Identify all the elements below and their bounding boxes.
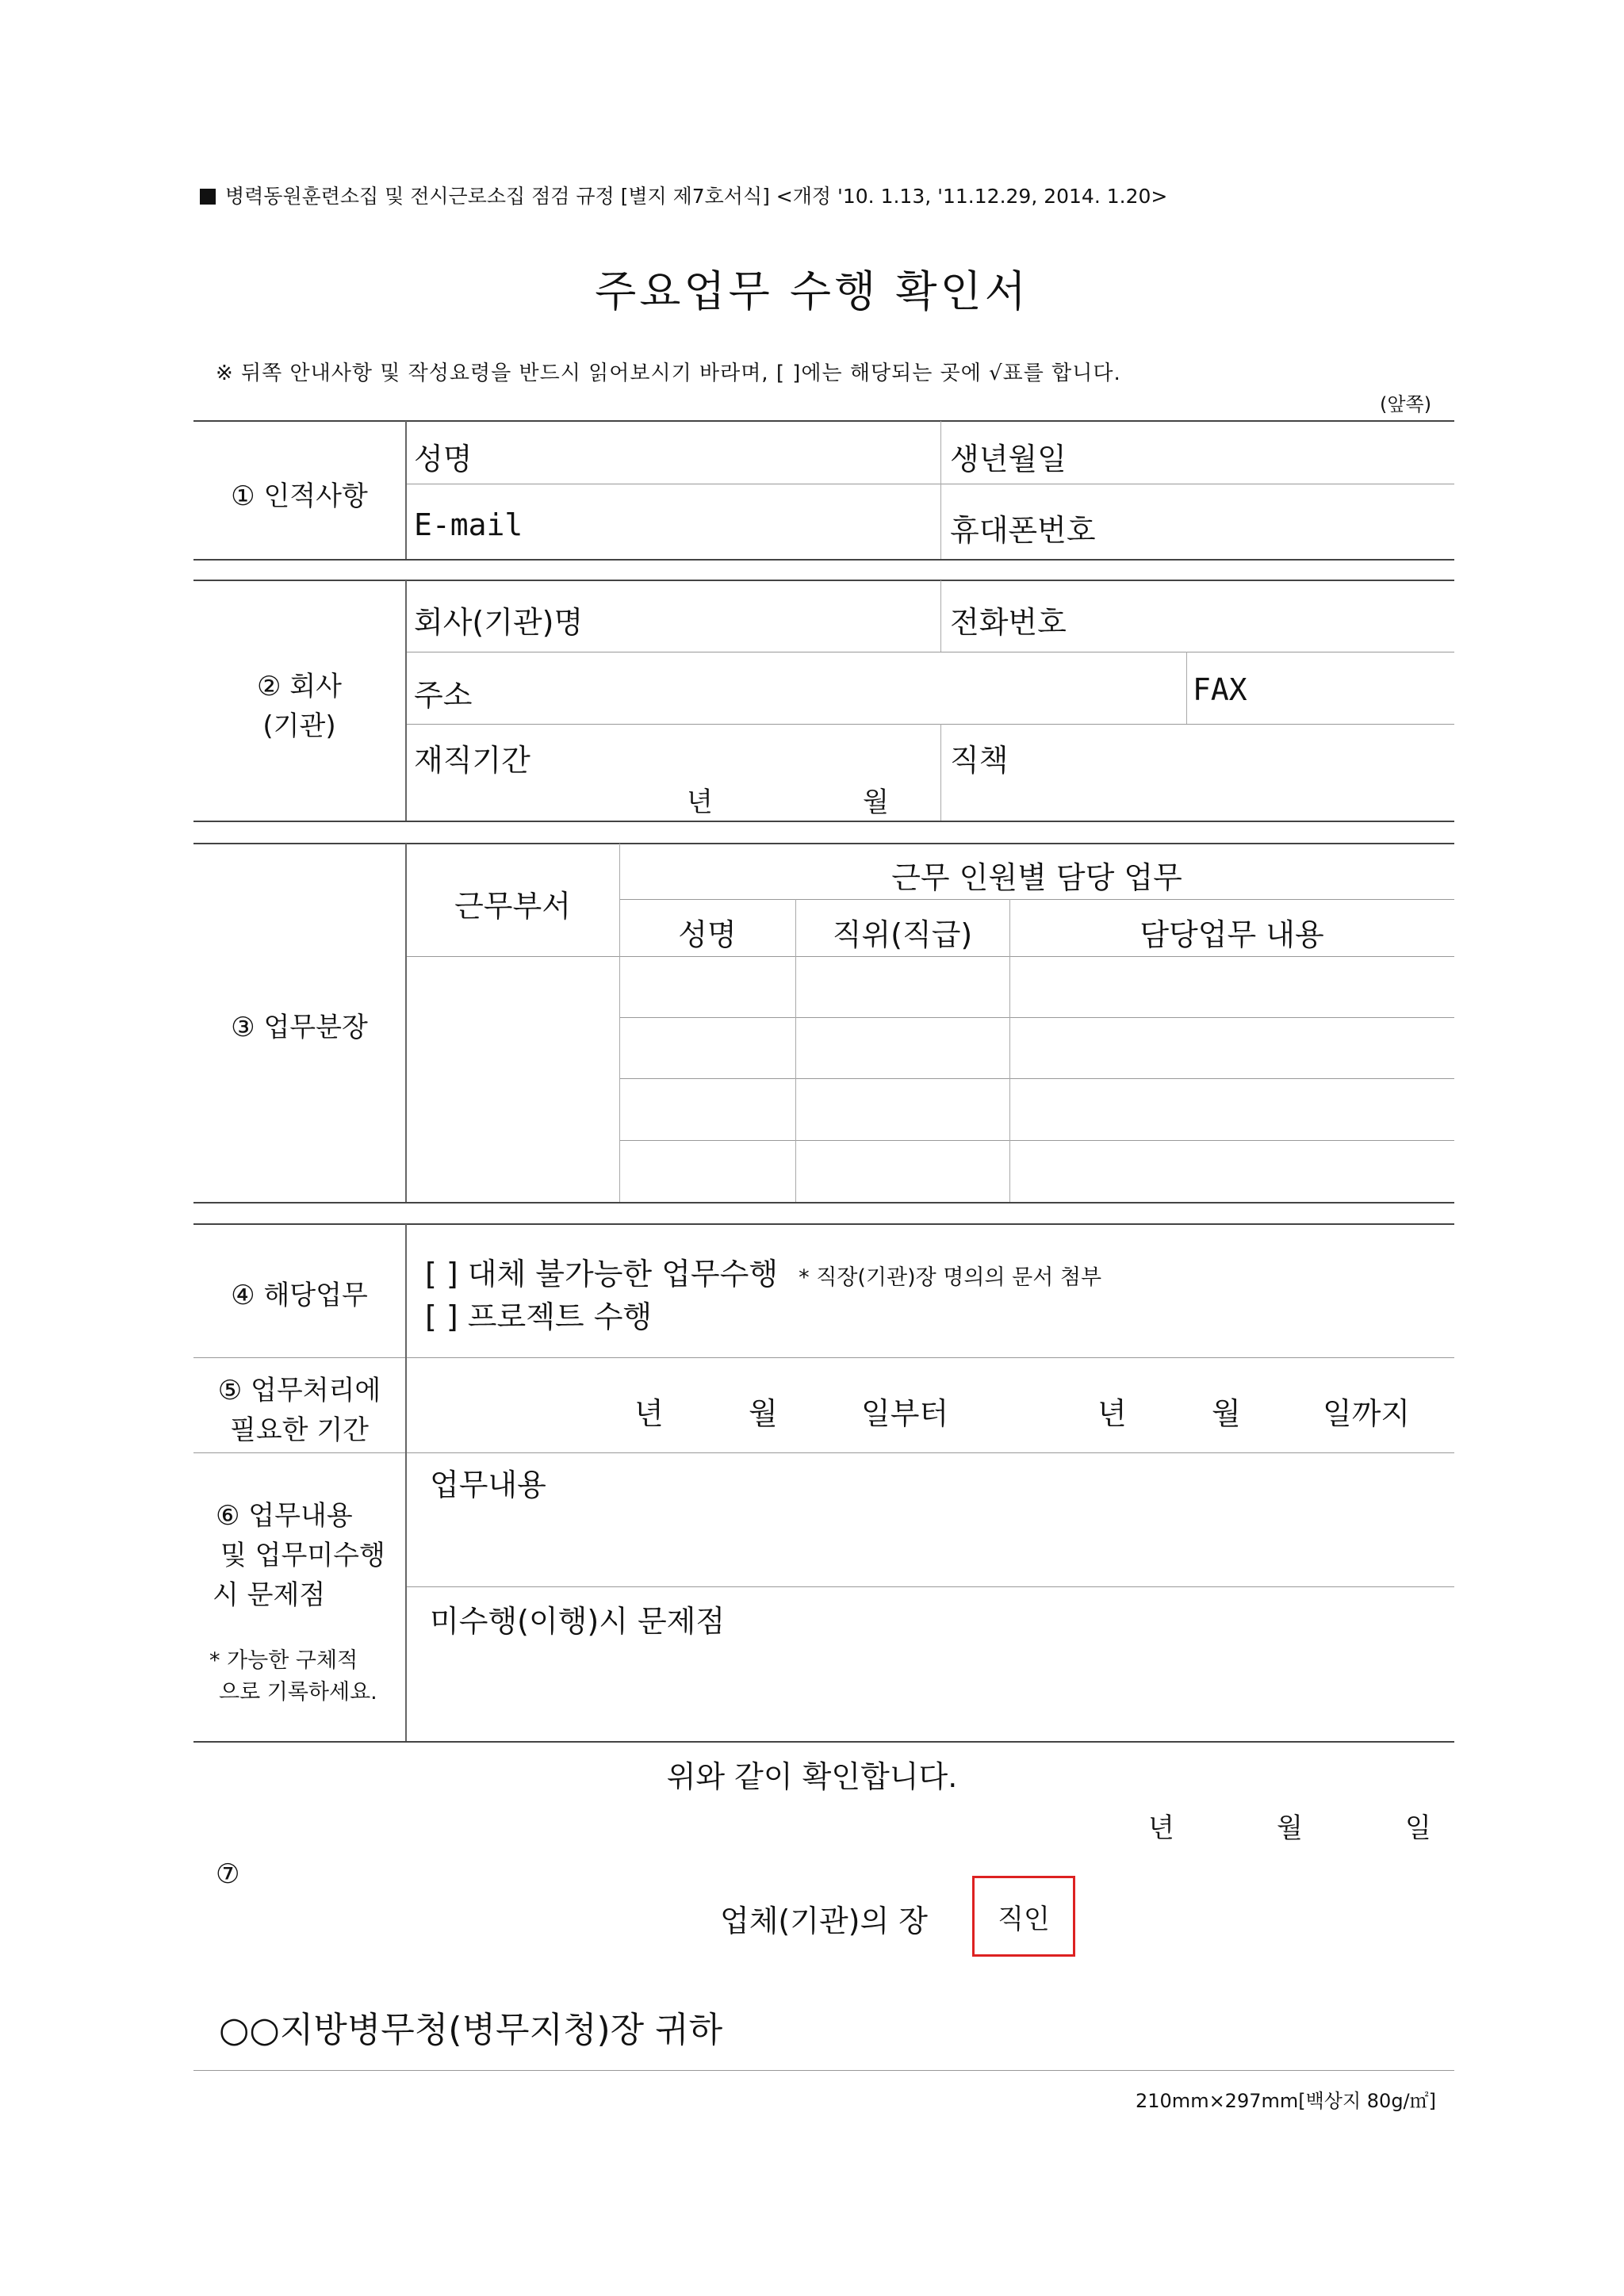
job-title-field[interactable]: 직책 — [950, 743, 1009, 778]
period-end-month[interactable]: 월 — [1212, 1396, 1241, 1431]
section6-hint-line2: 으로 기록하세요. — [219, 1680, 377, 1705]
col-header-rank: 직위(직급) — [832, 917, 973, 952]
section5-label-divider — [405, 1357, 407, 1452]
section2-top-border — [193, 580, 1454, 581]
page-side-label: (앞쪽) — [1380, 393, 1432, 415]
duty-group-header: 근무 인원별 담당 업무 — [891, 860, 1182, 895]
paper-spec: 210mm×297mm[백상지 80g/㎡] — [1136, 2090, 1437, 2112]
addressee: ○○지방병무청(병무지청)장 귀하 — [219, 2010, 723, 2050]
section2-label-line1: ② 회사 — [257, 671, 342, 702]
option-irreplaceable-label: [ ] 대체 불가능한 업무수행 — [425, 1257, 779, 1292]
col-header-duty: 담당업무 내용 — [1139, 917, 1324, 952]
non-performance-problem-field[interactable]: 미수행(이행)시 문제점 — [430, 1604, 726, 1639]
form-reference — [200, 181, 1167, 209]
section6-label-line1: ⑥ 업무내용 — [216, 1500, 353, 1532]
instruction-notice: ※ 뒤쪽 안내사항 및 작성요령을 반드시 읽어보시기 바라며, [ ]에는 해당되는 곳에 √표를 합니다. — [216, 362, 1121, 385]
section4-label: ④ 해당업무 — [231, 1280, 368, 1311]
section1-col-divider — [940, 421, 941, 559]
section2-label-divider — [405, 580, 407, 821]
section6-hint-line1: * 가능한 구체적 — [209, 1648, 358, 1673]
section2-bottom-border — [193, 821, 1454, 822]
sign-month[interactable]: 월 — [1277, 1812, 1303, 1844]
section1-top-border — [193, 420, 1454, 422]
section1-bottom-border — [193, 559, 1454, 561]
company-name-field[interactable]: 회사(기관)명 — [414, 605, 584, 640]
section3-dept-divider — [619, 844, 620, 1202]
confirmation-statement: 위와 같이 확인합니다. — [666, 1759, 958, 1794]
section6-label-line2: 및 업무미수행 — [220, 1540, 385, 1571]
section7-label: ⑦ — [216, 1858, 240, 1890]
duty-content-field[interactable]: 업무내용 — [430, 1468, 546, 1502]
form-reference-text: 병력동원훈련소집 및 전시근로소집 점검 규정 [별지 제7호서식] <개정 '10. 1.13, '11.12.29, 2014. 1.20> — [225, 185, 1168, 208]
page-title: 주요업무 수행 확인서 — [595, 266, 1029, 316]
section3-row3-divider — [619, 1140, 1454, 1141]
email-field[interactable]: E-mail — [414, 507, 523, 542]
section5-label-line2: 필요한 기간 — [229, 1414, 370, 1446]
square-bullet-icon — [200, 189, 216, 205]
option-project[interactable]: [ ] 프로젝트 수행 — [425, 1299, 653, 1334]
section3-top-border — [193, 843, 1454, 844]
name-field[interactable]: 성명 — [414, 442, 473, 476]
period-end-day[interactable]: 일까지 — [1323, 1396, 1411, 1431]
section1-label-divider — [405, 421, 407, 559]
section3-header-bottom — [406, 956, 1454, 957]
period-end-year[interactable]: 년 — [1097, 1396, 1127, 1431]
section4-label-divider — [405, 1224, 407, 1357]
period-start-year[interactable]: 년 — [634, 1396, 664, 1431]
section6-row-divider — [406, 1586, 1454, 1587]
section2-col-divider-bottom — [940, 724, 941, 821]
section1-label: ① 인적사항 — [231, 480, 368, 512]
period-start-month[interactable]: 월 — [749, 1396, 778, 1431]
section4-top-border — [193, 1223, 1454, 1225]
section5-bottom-border — [193, 1452, 1454, 1453]
section3-row1-divider — [619, 1017, 1454, 1018]
official-seal-box[interactable] — [972, 1876, 1075, 1957]
sign-year[interactable]: 년 — [1148, 1812, 1174, 1844]
period-start-day[interactable]: 일부터 — [861, 1396, 949, 1431]
section2-row2-divider — [406, 724, 1454, 725]
option-irreplaceable-duty[interactable] — [425, 1249, 1101, 1293]
tenure-month-unit: 월 — [863, 786, 889, 818]
section2-col-divider-top — [940, 580, 941, 652]
section6-bottom-border — [193, 1741, 1454, 1743]
sign-day[interactable]: 일 — [1405, 1812, 1431, 1844]
col-header-name: 성명 — [678, 917, 737, 952]
dept-header: 근무부서 — [454, 889, 571, 924]
section6-label-divider — [405, 1452, 407, 1741]
tenure-field[interactable]: 재직기간 — [414, 743, 530, 778]
section2-col-divider-fax — [1186, 652, 1187, 724]
official-seal-text: 직인 — [998, 1903, 1050, 1935]
company-phone-field[interactable]: 전화번호 — [950, 605, 1067, 640]
tenure-year-unit: 년 — [687, 786, 713, 818]
section5-label-line1: ⑤ 업무처리에 — [217, 1375, 381, 1406]
organization-head-label: 업체(기관)의 장 — [720, 1904, 928, 1938]
section4-bottom-border — [193, 1357, 1454, 1358]
section6-label-line3: 시 문제점 — [213, 1579, 326, 1611]
section3-label: ③ 업무분장 — [231, 1012, 368, 1043]
mobile-field[interactable]: 휴대폰번호 — [950, 513, 1096, 548]
attachment-note: * 직장(기관)장 명의의 문서 첨부 — [799, 1265, 1102, 1290]
section3-bottom-border — [193, 1202, 1454, 1203]
footer-divider — [193, 2070, 1454, 2071]
section2-label-line2: (기관) — [262, 710, 336, 742]
fax-field[interactable]: FAX — [1193, 672, 1247, 707]
section3-group-header-divider — [619, 899, 1454, 900]
birthdate-field[interactable]: 생년월일 — [950, 442, 1067, 476]
address-field[interactable]: 주소 — [414, 678, 473, 713]
section3-row2-divider — [619, 1078, 1454, 1079]
